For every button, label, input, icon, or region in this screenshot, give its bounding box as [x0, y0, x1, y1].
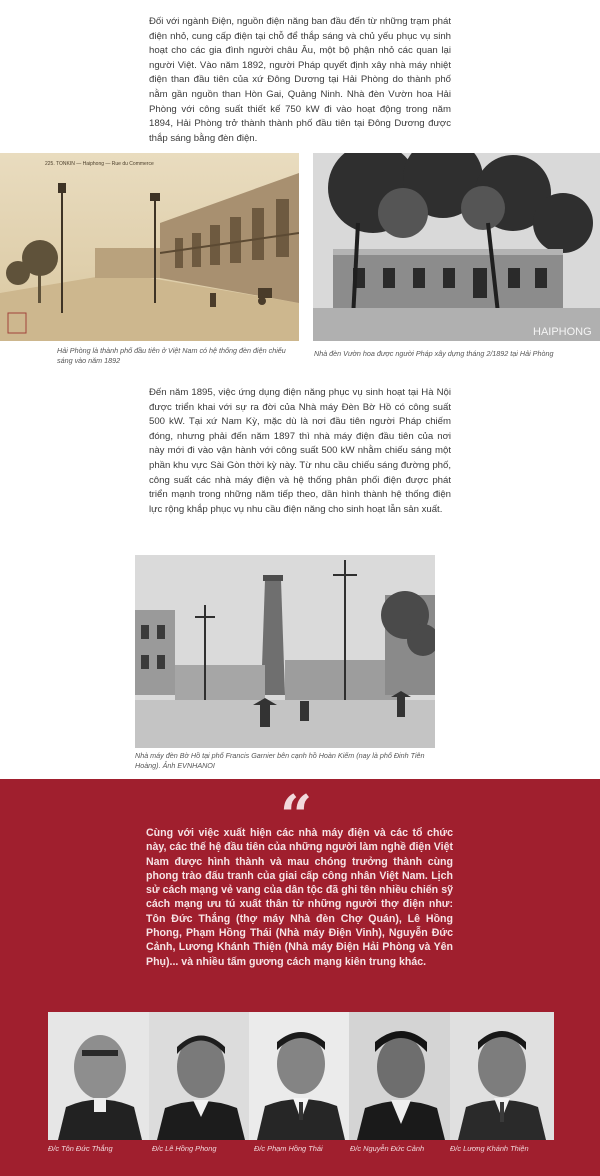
portrait-le-hong-phong	[149, 1012, 253, 1140]
portrait-name-le-hong-phong: Đ/c Lê Hồng Phong	[152, 1144, 217, 1153]
portrait-name-luong-khanh-thien: Đ/c Lương Khánh Thiện	[450, 1144, 529, 1153]
portrait-ton-duc-thang	[48, 1012, 152, 1140]
quote-text: Cùng với việc xuất hiện các nhà máy điện và các tổ chức này, các thế hệ đầu tiên của những người làm nghề điện Việt Nam được hình thành và mau chóng trưởng thành cùng phong trào đấu tranh của giai cấp công nhân Việt Nam. Lịch sử cách mạng vẻ vang của dân tộc đã ghi tên nhiều chiến sỹ cách mạng ưu tú xuất thân từ những người thợ điện như: Tôn Đức Thắng (thợ máy Nhà đèn Chợ Quán), Lê Hồng Phong, Phạm Hồng Thái (Nhà máy Điện Vinh), Nguyễn Đức Cảnh, Lương Khánh Thiện (Nhà máy Điện Hải Phòng và Yên Phụ)... và nhiều tấm gương cách mạng kiên trung khác.	[146, 827, 453, 968]
photo-watermark: HAIPHONG	[533, 326, 592, 338]
portrait-luong-khanh-thien	[450, 1012, 554, 1140]
portrait-pham-hong-thai	[249, 1012, 353, 1140]
haiphong-street-photo	[0, 153, 299, 341]
portrait-name-ton-duc-thang: Đ/c Tôn Đức Thắng	[48, 1144, 113, 1153]
second-paragraph: Đến năm 1895, việc ứng dụng điện năng phục vụ sinh hoạt tại Hà Nội được triển khai với sự ra đời của Nhà máy Đèn Bờ Hồ có công suất 500 kW. Tại xứ Nam Kỳ, mặc dù là nơi đầu tiên người Pháp chiếm đóng, nhưng phải đến năm 1897 thì nhà máy điện đầu tiên của nơi này mới đi vào vận hành với công suất 500 kW nhằm chiếu sáng một phần khu vực Sài Gòn thời kỳ này. Từ nhu cầu chiếu sáng đường phố, công suất các nhà máy điện và hệ thống phân phối điện được phát triển mạnh trong những năm tiếp theo, dần hình thành hệ thống điện lực rộng khắp phục vụ nhu cầu điện năng cho sinh hoạt lẫn sản xuất.	[149, 387, 451, 515]
quote-mark-icon: “	[280, 783, 313, 849]
postcard-text: 225. TONKIN — Haiphong — Rue du Commerce	[45, 161, 154, 167]
haiphong-street-caption: Hải Phòng là thành phố đầu tiên ở Việt Nam có hệ thống đèn điện chiếu sáng vào năm 1892	[57, 346, 286, 365]
haiphong-power-plant-caption: Nhà đèn Vườn hoa được người Pháp xây dựng tháng 2/1892 tại Hải Phòng	[314, 349, 554, 358]
portrait-nguyen-duc-canh	[349, 1012, 453, 1140]
haiphong-power-plant-photo	[313, 153, 600, 341]
bo-ho-power-plant-photo	[135, 555, 435, 748]
bo-ho-power-plant-caption: Nhà máy đèn Bờ Hồ tại phố Francis Garnier bên cạnh hồ Hoàn Kiếm (nay là phố Đinh Tiên Hoàng). Ảnh EVNHANOI	[135, 751, 425, 770]
intro-paragraph: Đối với ngành Điện, nguồn điện năng ban đầu đến từ những trạm phát điện nhỏ, cung cấp điện tại chỗ để thắp sáng và chủ yếu phục vụ sinh hoạt cho các gia đình người châu Âu, một bộ phận nhỏ các quan lại người Việt. Vào năm 1892, người Pháp quyết định xây nhà máy nhiệt điện than đầu tiên của xứ Đông Dương tại Hải Phòng do thành phố nằm gần nguồn than Hòn Gai, Quảng Ninh. Nhà đèn Vườn hoa Hải Phòng với công suất thiết kế 750 kW đi vào hoạt động trong năm 1894, Hải Phòng trở thành thành phố đầu tiên tại Đông Dương được thắp sáng bằng đèn điện.	[149, 16, 451, 144]
portrait-name-pham-hong-thai: Đ/c Phạm Hồng Thái	[254, 1144, 323, 1153]
portrait-name-nguyen-duc-canh: Đ/c Nguyễn Đức Cảnh	[350, 1144, 425, 1153]
